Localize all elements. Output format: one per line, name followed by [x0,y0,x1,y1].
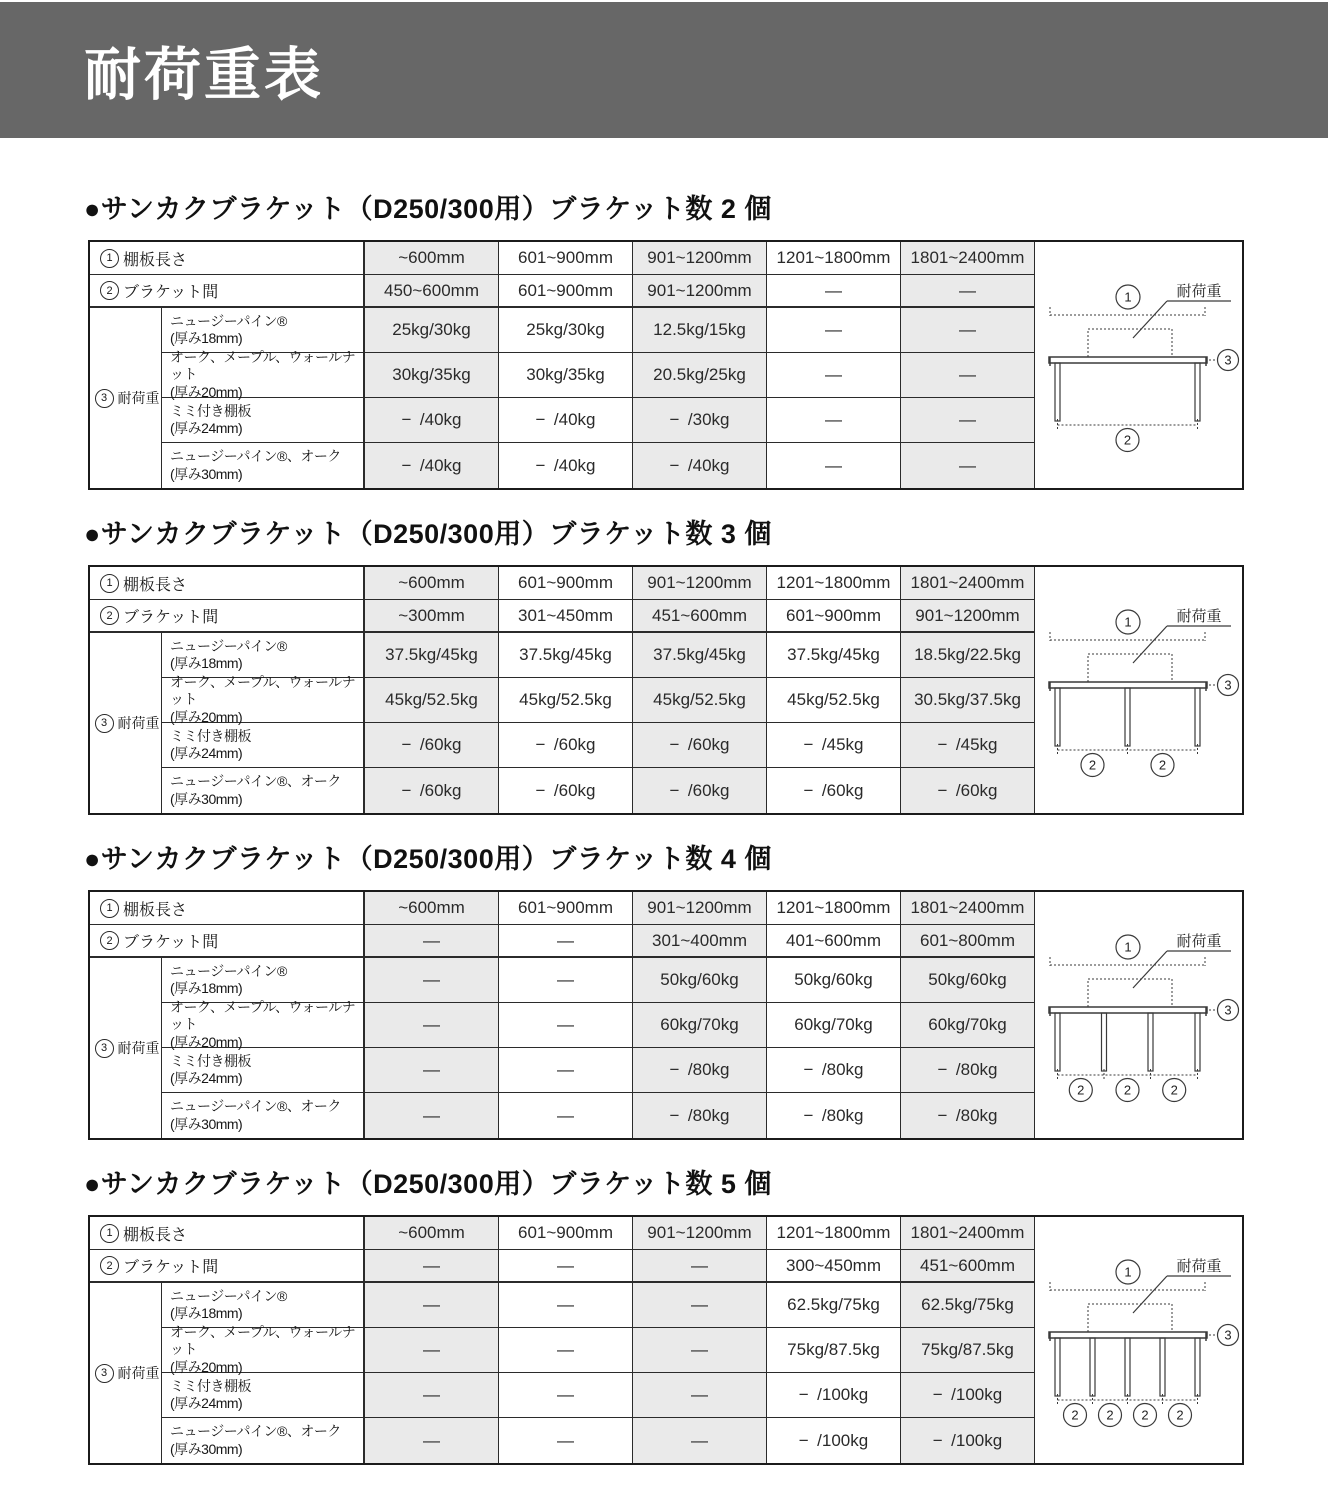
material-thickness: (厚み30mm) [170,1115,243,1132]
diagram-circled-1: 1 [1124,1264,1132,1280]
material-thickness: (厚み30mm) [170,465,243,482]
material-label [162,308,365,353]
table-row-material [162,1283,1107,1328]
diagram-load-label: 耐荷重 [1176,1258,1222,1275]
cell: − /30kg [633,398,767,443]
cell: − /80kg [901,1093,1035,1138]
material-thickness: (厚み24mm) [170,420,243,436]
row-label-text: ブラケット間 [123,1259,219,1276]
cell: 1801~2400mm [901,892,1035,925]
cell: 1801~2400mm [901,1217,1035,1250]
row-label-load [90,633,162,813]
material-name: オーク、メープル、ウォールナット [170,999,356,1033]
material-thickness: (厚み30mm) [170,1440,243,1457]
load-table [88,890,1244,1140]
material-label [162,1048,365,1093]
material-name: ニュージーパイン®、オーク [170,1423,341,1440]
cell: 1801~2400mm [901,567,1035,600]
cell: 60kg/70kg [633,1003,767,1048]
table-row-spacing [90,275,1035,308]
cell: — [365,1093,499,1138]
table-row-material [162,1418,1107,1463]
cell: 451~600mm [633,600,767,633]
table-row-material [162,1093,1107,1138]
material-thickness: (厚み18mm) [170,980,243,996]
diagram-circled-2: 2 [1123,1082,1132,1098]
cell: − /60kg [633,768,767,813]
cell: − /40kg [365,443,499,488]
cell: 1201~1800mm [767,892,901,925]
material-label [162,1283,365,1328]
material-label [162,1418,365,1463]
cell: 20.5kg/25kg [633,353,767,398]
cell: — [633,1328,767,1373]
material-label [162,1324,365,1375]
cell: ~600mm [365,567,499,600]
cell: — [365,925,499,958]
material-thickness: (厚み24mm) [170,1395,243,1411]
cell: — [633,1250,767,1283]
cell: 1201~1800mm [767,242,901,275]
material-label [162,443,365,488]
table-row-material [162,349,1107,400]
material-thickness: (厚み30mm) [170,790,243,807]
cell: 30.5kg/37.5kg [901,678,1035,723]
cell: — [499,1250,633,1283]
cell: 37.5kg/45kg [767,633,901,678]
diagram-load-label: 耐荷重 [1176,933,1222,950]
load-table [88,240,1244,490]
row-label-text: ブラケット間 [123,609,219,626]
material-thickness: (厚み24mm) [170,1070,243,1086]
page-title: 耐荷重表 [84,43,324,107]
section-brackets-2 [0,191,1328,490]
cell: — [499,1328,633,1373]
row-label-load [90,1283,162,1463]
material-label [162,768,365,813]
section-brackets-4 [0,841,1328,1140]
cell: − /100kg [767,1418,901,1463]
cell: 301~400mm [633,925,767,958]
section-brackets-5 [0,1166,1328,1465]
cell: — [767,353,901,398]
section-title: ●サンカクブラケット（D250/300用）ブラケット数 5 個 [84,1169,772,1199]
row-label-length [90,242,365,275]
cell: − /60kg [901,768,1035,813]
cell: 401~600mm [767,925,901,958]
cell: 601~900mm [499,242,633,275]
diagram-circled-2: 2 [1071,1407,1079,1423]
bracket-diagram-3 [1035,567,1242,813]
cell: 301~450mm [499,600,633,633]
cell: 25kg/30kg [499,308,633,353]
cell: 37.5kg/45kg [499,633,633,678]
circled-2-icon: 2 [100,606,119,625]
circled-2-icon: 2 [100,931,119,950]
circled-3-icon: 3 [95,1039,114,1058]
section-title: ●サンカクブラケット（D250/300用）ブラケット数 2 個 [84,194,772,224]
material-rows [162,1283,1107,1463]
material-thickness: (厚み18mm) [170,655,243,671]
material-name: ミミ付き棚板 [170,727,251,744]
cell: 50kg/60kg [901,958,1035,1003]
cell: 45kg/52.5kg [499,678,633,723]
cell: 62.5kg/75kg [901,1283,1035,1328]
cell: — [499,1093,633,1138]
diagram-circled-1: 1 [1124,614,1132,630]
cell: — [633,1418,767,1463]
table-row-material [162,443,1107,488]
table-row-material [162,398,1107,443]
cell: 450~600mm [365,275,499,308]
table-row-material [162,308,1107,353]
row-label-spacing [90,925,365,958]
cell: — [365,1418,499,1463]
circled-3-icon: 3 [95,1364,114,1383]
circled-1-icon: 1 [100,249,119,268]
material-label [162,723,365,768]
material-name: ミミ付き棚板 [170,1052,251,1069]
circled-2-icon: 2 [100,1256,119,1275]
cell: — [633,1283,767,1328]
cell: 50kg/60kg [767,958,901,1003]
diagram-circled-2: 2 [1077,1082,1085,1098]
table-row-material [162,723,1107,768]
row-label-text: 耐荷重 [117,1040,160,1056]
row-label-text: 耐荷重 [117,1365,160,1381]
cell: ~600mm [365,242,499,275]
page-header-banner [0,2,1328,138]
table-row-material [162,1048,1107,1093]
circled-3-icon: 3 [95,389,114,408]
cell: — [499,1373,633,1418]
material-name: ニュージーパイン®、オーク [170,448,341,465]
material-name: ニュージーパイン® [170,637,287,654]
cell: — [767,398,901,443]
cell: 30kg/35kg [499,353,633,398]
cell: 75kg/87.5kg [767,1328,901,1373]
cell: 45kg/52.5kg [365,678,499,723]
material-label [162,398,365,443]
diagram-circled-2: 2 [1088,757,1097,773]
load-table [88,565,1244,815]
cell: − /60kg [499,768,633,813]
cell: 60kg/70kg [901,1003,1035,1048]
cell: 50kg/60kg [633,958,767,1003]
cell: — [365,1373,499,1418]
cell: — [499,1283,633,1328]
row-label-spacing [90,1250,365,1283]
cell: — [365,1283,499,1328]
cell: — [499,958,633,1003]
cell: — [365,1048,499,1093]
section-brackets-3 [0,516,1328,815]
material-rows [162,633,1107,813]
bracket-diagram-2 [1035,242,1242,488]
cell: 601~900mm [499,567,633,600]
table-row-length [90,242,1035,275]
material-name: ニュージーパイン®、オーク [170,773,341,790]
cell: 601~800mm [901,925,1035,958]
material-label [162,1093,365,1138]
cell: − /45kg [767,723,901,768]
cell: − /40kg [633,443,767,488]
diagram-circled-3: 3 [1224,1002,1232,1018]
cell: ~600mm [365,1217,499,1250]
cell: 37.5kg/45kg [633,633,767,678]
material-name: ニュージーパイン® [170,312,287,329]
diagram-circled-2: 2 [1106,1407,1114,1423]
table-row-length [90,1217,1035,1250]
table-row-material [162,674,1107,725]
table-row-spacing [90,925,1035,958]
cell: — [499,1003,633,1048]
cell: 45kg/52.5kg [767,678,901,723]
cell: 601~900mm [499,1217,633,1250]
cell: — [901,443,1035,488]
cell: − /80kg [633,1093,767,1138]
material-name: ニュージーパイン® [170,962,287,979]
diagram-circled-3: 3 [1224,677,1232,693]
row-label-length [90,1217,365,1250]
table-row-material [162,1373,1107,1418]
cell: ~600mm [365,892,499,925]
row-label-spacing [90,600,365,633]
cell: − /60kg [365,768,499,813]
cell: − /60kg [365,723,499,768]
diagram-circled-3: 3 [1224,1327,1232,1343]
row-label-text: 耐荷重 [117,715,160,731]
material-label [162,633,365,678]
cell: — [365,1328,499,1373]
cell: — [633,1373,767,1418]
cell: 901~1200mm [633,242,767,275]
load-table [88,1215,1244,1465]
cell: — [901,308,1035,353]
cell: − /80kg [767,1093,901,1138]
cell: − /60kg [499,723,633,768]
material-thickness: (厚み20mm) [170,708,243,725]
section-title: ●サンカクブラケット（D250/300用）ブラケット数 4 個 [84,844,772,874]
cell: − /60kg [767,768,901,813]
cell: 901~1200mm [633,1217,767,1250]
cell: 901~1200mm [633,567,767,600]
cell: 601~900mm [499,275,633,308]
cell: 1201~1800mm [767,567,901,600]
circled-3-icon: 3 [95,714,114,733]
diagram-circled-2: 2 [1141,1407,1149,1423]
cell: − /100kg [901,1373,1035,1418]
cell: 75kg/87.5kg [901,1328,1035,1373]
row-label-text: ブラケット間 [123,284,219,301]
diagram-circled-1: 1 [1124,289,1132,305]
cell: − /40kg [499,398,633,443]
cell: − /80kg [633,1048,767,1093]
cell: 901~1200mm [633,275,767,308]
circled-1-icon: 1 [100,1224,119,1243]
row-label-text: ブラケット間 [123,934,219,951]
cell: 901~1200mm [901,600,1035,633]
material-name: オーク、メープル、ウォールナット [170,349,356,383]
cell: — [365,1250,499,1283]
cell: — [365,958,499,1003]
material-thickness: (厚み20mm) [170,1033,243,1050]
material-name: ミミ付き棚板 [170,402,251,419]
row-label-length [90,892,365,925]
cell: − /80kg [767,1048,901,1093]
row-label-length [90,567,365,600]
diagram-circled-1: 1 [1124,939,1132,955]
table-row-spacing [90,1250,1035,1283]
cell: 601~900mm [499,892,633,925]
table-row-length [90,567,1035,600]
cell: 60kg/70kg [767,1003,901,1048]
cell: − /60kg [633,723,767,768]
cell: − /40kg [365,398,499,443]
material-name: ニュージーパイン®、オーク [170,1098,341,1115]
bracket-diagram-4 [1035,892,1242,1138]
cell: 25kg/30kg [365,308,499,353]
diagram-circled-2: 2 [1158,757,1167,773]
diagram-circled-3: 3 [1224,352,1232,368]
cell: — [901,275,1035,308]
row-label-load [90,308,162,488]
material-name: オーク、メープル、ウォールナット [170,1324,356,1358]
cell: − /80kg [901,1048,1035,1093]
material-name: ミミ付き棚板 [170,1377,251,1394]
circled-2-icon: 2 [100,281,119,300]
diagram-load-label: 耐荷重 [1176,283,1222,300]
table-row-material [162,958,1107,1003]
cell: 601~900mm [767,600,901,633]
circled-1-icon: 1 [100,574,119,593]
cell: 300~450mm [767,1250,901,1283]
diagram-load-label: 耐荷重 [1176,608,1222,625]
diagram-circled-2: 2 [1170,1082,1178,1098]
row-label-spacing [90,275,365,308]
cell: 37.5kg/45kg [365,633,499,678]
cell: 18.5kg/22.5kg [901,633,1035,678]
diagram-circled-2: 2 [1176,1407,1184,1423]
cell: 901~1200mm [633,892,767,925]
diagram-circled-2: 2 [1123,432,1132,448]
row-label-text: 棚板長さ [123,1226,188,1244]
cell: — [365,1003,499,1048]
cell: — [767,443,901,488]
table-row-material [162,1324,1107,1375]
cell: 45kg/52.5kg [633,678,767,723]
cell: — [499,925,633,958]
section-title: ●サンカクブラケット（D250/300用）ブラケット数 3 個 [84,519,772,549]
row-label-text: 棚板長さ [123,901,188,919]
material-thickness: (厚み20mm) [170,383,243,400]
material-label [162,674,365,725]
table-row-material [162,768,1107,813]
cell: − /45kg [901,723,1035,768]
cell: 451~600mm [901,1250,1035,1283]
material-label [162,999,365,1050]
material-rows [162,308,1107,488]
material-thickness: (厚み18mm) [170,1305,243,1321]
cell: − /100kg [767,1373,901,1418]
cell: — [901,353,1035,398]
material-label [162,349,365,400]
cell: 12.5kg/15kg [633,308,767,353]
cell: − /40kg [499,443,633,488]
cell: — [767,275,901,308]
circled-1-icon: 1 [100,899,119,918]
material-name: ニュージーパイン® [170,1287,287,1304]
table-row-material [162,999,1107,1050]
cell: − /100kg [901,1418,1035,1463]
material-label [162,1373,365,1418]
row-label-text: 棚板長さ [123,251,188,269]
material-name: オーク、メープル、ウォールナット [170,674,356,708]
table-row-spacing [90,600,1035,633]
table-row-length [90,892,1035,925]
material-thickness: (厚み24mm) [170,745,243,761]
row-label-load [90,958,162,1138]
row-label-text: 棚板長さ [123,576,188,594]
cell: 62.5kg/75kg [767,1283,901,1328]
cell: — [901,398,1035,443]
cell: 30kg/35kg [365,353,499,398]
cell: 1201~1800mm [767,1217,901,1250]
cell: ~300mm [365,600,499,633]
material-rows [162,958,1107,1138]
cell: — [767,308,901,353]
row-label-text: 耐荷重 [117,390,160,406]
cell: — [499,1418,633,1463]
cell: 1801~2400mm [901,242,1035,275]
cell: — [499,1048,633,1093]
table-row-material [162,633,1107,678]
material-thickness: (厚み18mm) [170,330,243,346]
bracket-diagram-5 [1035,1217,1242,1463]
material-thickness: (厚み20mm) [170,1358,243,1375]
material-label [162,958,365,1003]
